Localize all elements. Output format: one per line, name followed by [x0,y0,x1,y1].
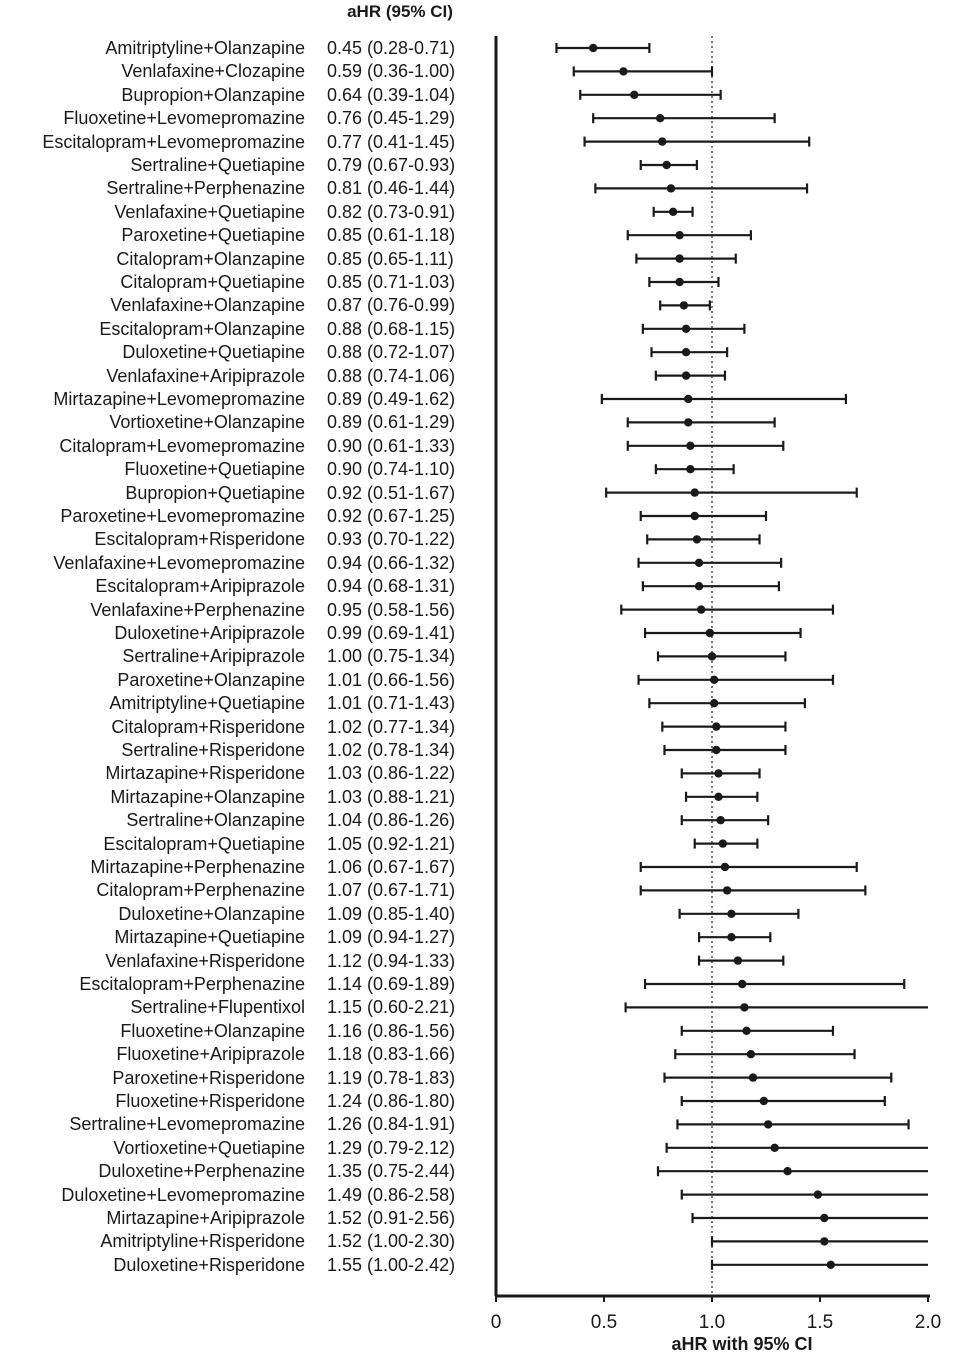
row-label: Vortioxetine+Quetiapine [113,1137,305,1158]
point-estimate [680,301,688,309]
point-estimate [742,1027,750,1035]
row-value: 0.88 (0.74-1.06) [327,365,456,386]
point-estimate [658,137,666,145]
row-label: Fluoxetine+Aripiprazole [116,1044,305,1065]
row-label: Mirtazapine+Perphenazine [90,857,305,877]
row-value: 0.88 (0.72-1.07) [327,342,456,363]
point-estimate [712,722,720,730]
row-label: Citalopram+Perphenazine [96,880,305,901]
row-value: 1.01 (0.71-1.43) [327,693,456,714]
row-value: 0.77 (0.41-1.45) [327,131,456,152]
row-label: Escitalopram+Olanzapine [99,318,305,339]
row-value: 0.95 (0.58-1.56) [327,599,456,620]
row-value: 0.89 (0.61-1.29) [327,412,456,433]
point-estimate [686,442,694,450]
row-value: 0.79 (0.67-0.93) [327,155,456,175]
row-label: Sertraline+Perphenazine [106,178,305,199]
row-label: Duloxetine+Olanzapine [118,903,305,924]
row-label: Venlafaxine+Aripiprazole [106,365,305,386]
row-value: 0.93 (0.70-1.22) [327,529,456,550]
point-estimate [675,254,683,262]
row-value: 1.52 (0.91-2.56) [327,1208,456,1228]
row-label: Duloxetine+Levomepromazine [61,1184,305,1205]
row-label: Venlafaxine+Olanzapine [110,295,305,316]
point-estimate [783,1167,791,1175]
point-estimate [714,793,722,801]
row-value: 1.35 (0.75-2.44) [327,1161,456,1182]
row-value: 0.87 (0.76-0.99) [327,295,456,316]
row-value: 0.59 (0.36-1.00) [327,61,456,82]
row-label: Paroxetine+Quetiapine [121,225,305,246]
point-estimate [619,67,627,75]
point-estimate [708,652,716,660]
row-label: Citalopram+Risperidone [111,716,305,737]
row-label: Paroxetine+Risperidone [112,1067,305,1088]
row-label: Bupropion+Quetiapine [125,482,305,503]
point-estimate [669,208,677,216]
row-value: 1.16 (0.86-1.56) [327,1020,456,1041]
row-value: 1.00 (0.75-1.34) [327,646,456,667]
row-label: Escitalopram+Perphenazine [79,974,305,994]
row-value: 1.05 (0.92-1.21) [327,833,456,854]
row-label: Sertraline+Flupentixol [130,997,305,1018]
row-label: Sertraline+Olanzapine [126,810,305,831]
row-label: Duloxetine+Perphenazine [98,1161,305,1182]
row-label: Amitriptyline+Quetiapine [109,693,305,714]
row-value: 1.24 (0.86-1.80) [327,1091,456,1111]
row-label: Venlafaxine+Clozapine [121,61,305,82]
point-estimate [820,1237,828,1245]
row-value: 1.29 (0.79-2.12) [327,1137,456,1158]
row-value: 1.09 (0.94-1.27) [327,927,456,948]
x-axis-label: aHR with 95% CI [671,1334,813,1354]
point-estimate [723,886,731,894]
point-estimate [695,582,703,590]
point-estimate [675,231,683,239]
row-label: Escitalopram+Levomepromazine [42,131,305,152]
row-label: Paroxetine+Olanzapine [117,669,305,690]
point-estimate [721,863,729,871]
point-estimate [682,348,690,356]
row-value: 0.82 (0.73-0.91) [327,201,456,222]
point-estimate [814,1190,822,1198]
point-estimate [630,91,638,99]
point-estimate [740,1003,748,1011]
row-label: Citalopram+Levomepromazine [59,435,305,456]
row-value: 0.90 (0.61-1.33) [327,435,456,456]
row-value: 0.45 (0.28-0.71) [327,38,456,58]
row-label: Fluoxetine+Quetiapine [124,459,305,480]
point-estimate [706,629,714,637]
row-value: 0.88 (0.68-1.15) [327,318,456,339]
row-value: 1.26 (0.84-1.91) [327,1114,456,1135]
row-label: Mirtazapine+Risperidone [105,763,305,784]
row-value: 1.55 (1.00-2.42) [327,1254,456,1275]
point-estimate [693,535,701,543]
row-label: Sertraline+Quetiapine [130,155,305,175]
point-estimate [697,605,705,613]
row-value: 1.49 (0.86-2.58) [327,1184,456,1205]
row-label: Sertraline+Risperidone [121,740,305,760]
point-estimate [667,184,675,192]
point-estimate [684,418,692,426]
row-label: Duloxetine+Quetiapine [122,342,305,363]
point-estimate [820,1214,828,1222]
row-value: 1.01 (0.66-1.56) [327,669,456,690]
row-value: 0.89 (0.49-1.62) [327,389,456,409]
row-value: 1.04 (0.86-1.26) [327,810,456,831]
row-label: Sertraline+Levomepromazine [69,1114,305,1135]
point-estimate [749,1073,757,1081]
point-estimate [719,839,727,847]
x-tick-label: 1.5 [806,1312,834,1333]
row-value: 0.92 (0.51-1.67) [327,482,456,503]
point-estimate [589,44,597,52]
row-value: 1.02 (0.78-1.34) [327,740,456,760]
row-value: 1.03 (0.86-1.22) [327,763,456,784]
x-tick-label: 0 [490,1312,502,1333]
row-label: Fluoxetine+Risperidone [115,1091,305,1111]
row-value: 0.85 (0.61-1.18) [327,225,456,246]
row-label: Escitalopram+Risperidone [94,529,305,550]
row-value: 1.52 (1.00-2.30) [327,1231,456,1252]
point-estimate [684,395,692,403]
point-estimate [691,512,699,520]
row-label: Citalopram+Quetiapine [120,272,305,292]
row-value: 1.12 (0.94-1.33) [327,950,456,971]
point-estimate [691,488,699,496]
row-label: Venlafaxine+Perphenazine [90,599,305,620]
point-estimate [734,956,742,964]
row-value: 1.07 (0.67-1.71) [327,880,456,901]
row-label: Venlafaxine+Levomepromazine [53,552,305,573]
column-header: aHR (95% CI) [347,2,453,21]
row-label: Vortioxetine+Olanzapine [109,412,305,433]
row-value: 0.94 (0.66-1.32) [327,552,456,573]
point-estimate [675,278,683,286]
row-label: Mirtazapine+Olanzapine [110,786,305,807]
row-value: 1.06 (0.67-1.67) [327,857,456,877]
row-label: Fluoxetine+Olanzapine [120,1020,305,1041]
row-value: 1.19 (0.78-1.83) [327,1067,456,1088]
x-tick-label: 0.5 [590,1312,618,1333]
point-estimate [682,325,690,333]
row-label: Bupropion+Olanzapine [121,84,305,105]
row-value: 0.76 (0.45-1.29) [327,108,456,129]
row-value: 0.94 (0.68-1.31) [327,576,456,597]
row-value: 0.85 (0.65-1.11) [327,248,454,269]
row-value: 0.92 (0.67-1.25) [327,506,456,526]
point-estimate [714,769,722,777]
row-label: Citalopram+Olanzapine [116,248,305,269]
x-tick-label: 1.0 [698,1312,726,1333]
row-value: 0.64 (0.39-1.04) [327,84,456,105]
row-label: Amitriptyline+Risperidone [100,1231,305,1252]
x-tick-label: 2.0 [914,1312,942,1333]
row-label: Mirtazapine+Levomepromazine [53,389,305,409]
point-estimate [727,933,735,941]
row-label: Mirtazapine+Aripiprazole [106,1208,305,1228]
point-estimate [712,746,720,754]
row-value: 1.03 (0.88-1.21) [327,786,456,807]
point-estimate [727,910,735,918]
row-value: 0.99 (0.69-1.41) [327,623,456,643]
row-label: Venlafaxine+Risperidone [105,950,305,971]
point-estimate [827,1261,835,1269]
row-value: 1.02 (0.77-1.34) [327,716,456,737]
point-estimate [760,1097,768,1105]
row-value: 1.09 (0.85-1.40) [327,903,456,924]
row-value: 0.81 (0.46-1.44) [327,178,456,199]
point-estimate [682,371,690,379]
point-estimate [710,699,718,707]
row-value: 1.14 (0.69-1.89) [327,974,456,994]
point-estimate [656,114,664,122]
row-value: 0.85 (0.71-1.03) [327,272,456,292]
point-estimate [764,1120,772,1128]
row-label: Amitriptyline+Olanzapine [105,38,305,58]
row-label: Escitalopram+Aripiprazole [95,576,305,597]
row-label: Duloxetine+Aripiprazole [114,623,305,643]
point-estimate [686,465,694,473]
row-label: Fluoxetine+Levomepromazine [63,108,305,129]
point-estimate [738,980,746,988]
point-estimate [716,816,724,824]
point-estimate [747,1050,755,1058]
point-estimate [710,676,718,684]
row-value: 1.15 (0.60-2.21) [327,997,456,1018]
row-label: Escitalopram+Quetiapine [103,833,305,854]
row-value: 1.18 (0.83-1.66) [327,1044,456,1065]
row-label: Paroxetine+Levomepromazine [60,506,305,526]
point-estimate [695,559,703,567]
point-estimate [770,1144,778,1152]
row-label: Venlafaxine+Quetiapine [114,201,305,222]
point-estimate [662,161,670,169]
row-label: Sertraline+Aripiprazole [122,646,305,667]
row-label: Mirtazapine+Quetiapine [114,927,305,948]
row-value: 0.90 (0.74-1.10) [327,459,456,480]
row-label: Duloxetine+Risperidone [113,1254,305,1275]
